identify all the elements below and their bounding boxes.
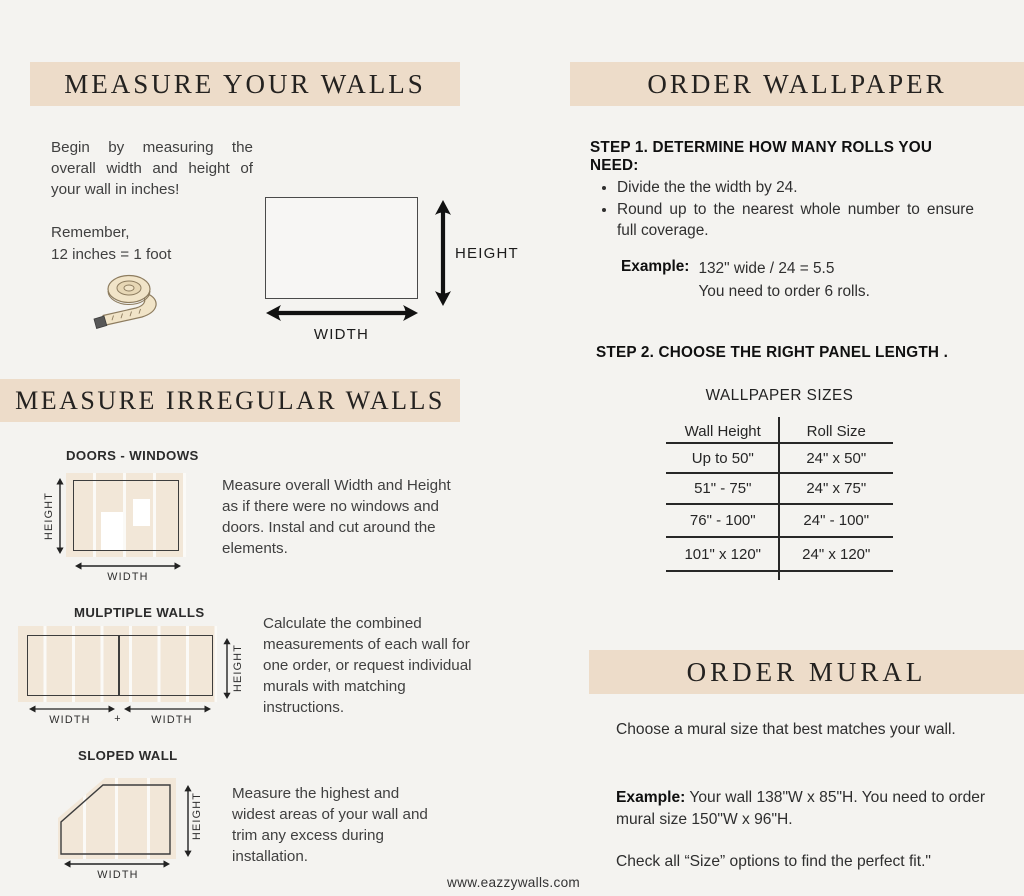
step2-heading: STEP 2. CHOOSE THE RIGHT PANEL LENGTH . (596, 344, 949, 361)
multiple-walls-heading: MULPTIPLE WALLS (74, 605, 205, 620)
wall-height-cell: 101" x 120" (684, 545, 762, 563)
doors-windows-diagram (66, 473, 186, 557)
wall-outline (73, 480, 179, 551)
wall-divider-line (118, 635, 120, 696)
width-label: WIDTH (97, 869, 139, 881)
height-label: HEIGHT (191, 792, 203, 840)
order-mural-banner: ORDER MURAL (589, 650, 1024, 694)
sloped-wall-diagram (57, 775, 179, 865)
bullet-item: • Divide the the width by 24. (617, 177, 974, 199)
website-url: www.eazzywalls.com (447, 875, 581, 890)
window-shape (133, 499, 150, 526)
example-line-2: You need to order 6 rolls. (698, 282, 870, 300)
measuring-tape-icon (88, 268, 174, 332)
wallpaper-sizes-title: WALLPAPER SIZES (705, 387, 854, 404)
mural-intro: Choose a mural size that best matches your wall. (616, 721, 956, 738)
width-label-left: WIDTH (49, 714, 91, 726)
width-arrow-icon (266, 303, 418, 323)
height-arrow-icon (433, 200, 453, 306)
wall-height-cell: 76" - 100" (689, 512, 756, 529)
wall-height-cell: 51" - 75" (694, 480, 752, 497)
step1-example (621, 258, 870, 303)
mural-note: Check all “Size” options to find the perfect fit." (616, 853, 931, 870)
col-header-wall-height: Wall Height (684, 423, 761, 440)
height-label: HEIGHT (43, 492, 55, 540)
plus-sign: + (114, 713, 122, 725)
step1-bullet-list (600, 177, 974, 242)
example-text: Your wall 138"W x 85"H. You need to order mural size 150"W x 96"H. (616, 789, 986, 828)
sloped-wall-description: Measure the highest and widest areas of your wall and trim any excess during installation. (232, 785, 428, 865)
mural-example (616, 787, 994, 831)
wall-diagram-rect (265, 197, 418, 299)
width-label: WIDTH (107, 571, 149, 583)
remember-line-1: Remember, (51, 224, 130, 241)
doors-windows-description: Measure overall Width and Height as if there were no windows and doors. Instal and cut around the elements. (222, 477, 451, 557)
roll-size-cell: 24" - 100" (803, 512, 870, 529)
measure-walls-intro: Begin by measuring the overall width and height of your wall in inches! (51, 139, 253, 198)
measure-walls-banner: MEASURE YOUR WALLS (30, 62, 460, 106)
bullet-item: • Round up to the nearest whole number to ensure full coverage. (617, 199, 974, 242)
step1-heading: STEP 1. DETERMINE HOW MANY ROLLS YOU NEED: (590, 139, 933, 174)
col-header-roll-size: Roll Size (806, 423, 866, 440)
door-shape (101, 512, 123, 550)
sloped-wall-heading: SLOPED WALL (78, 748, 178, 763)
width-label-right: WIDTH (151, 714, 193, 726)
height-label: HEIGHT (232, 644, 244, 692)
roll-size-cell: 24" x 75" (806, 480, 867, 497)
order-wallpaper-banner: ORDER WALLPAPER (570, 62, 1024, 106)
example-label: Example: (621, 258, 690, 275)
roll-size-cell: 24" x 120" (802, 545, 871, 563)
width-label: WIDTH (313, 326, 370, 343)
measure-irregular-walls-banner: MEASURE IRREGULAR WALLS (0, 379, 460, 422)
multiple-walls-description: Calculate the combined measurements of each wall for one order, or request individual murals with matching instructions. (263, 615, 472, 716)
roll-size-cell: 24" x 50" (806, 449, 867, 467)
height-label: HEIGHT (455, 245, 519, 262)
multiple-walls-diagram (18, 626, 217, 702)
example-line-1: 132" wide / 24 = 5.5 (698, 260, 835, 277)
walls-outline (27, 635, 213, 696)
height-arrow-icon (54, 478, 66, 554)
wall-height-cell: Up to 50" (691, 449, 754, 467)
doors-windows-heading: DOORS - WINDOWS (66, 448, 199, 463)
example-label: Example: (616, 789, 686, 806)
table-vertical-line (778, 417, 780, 580)
wallpaper-sizes-table (666, 421, 893, 572)
remember-line-2: 12 inches = 1 foot (51, 246, 172, 263)
